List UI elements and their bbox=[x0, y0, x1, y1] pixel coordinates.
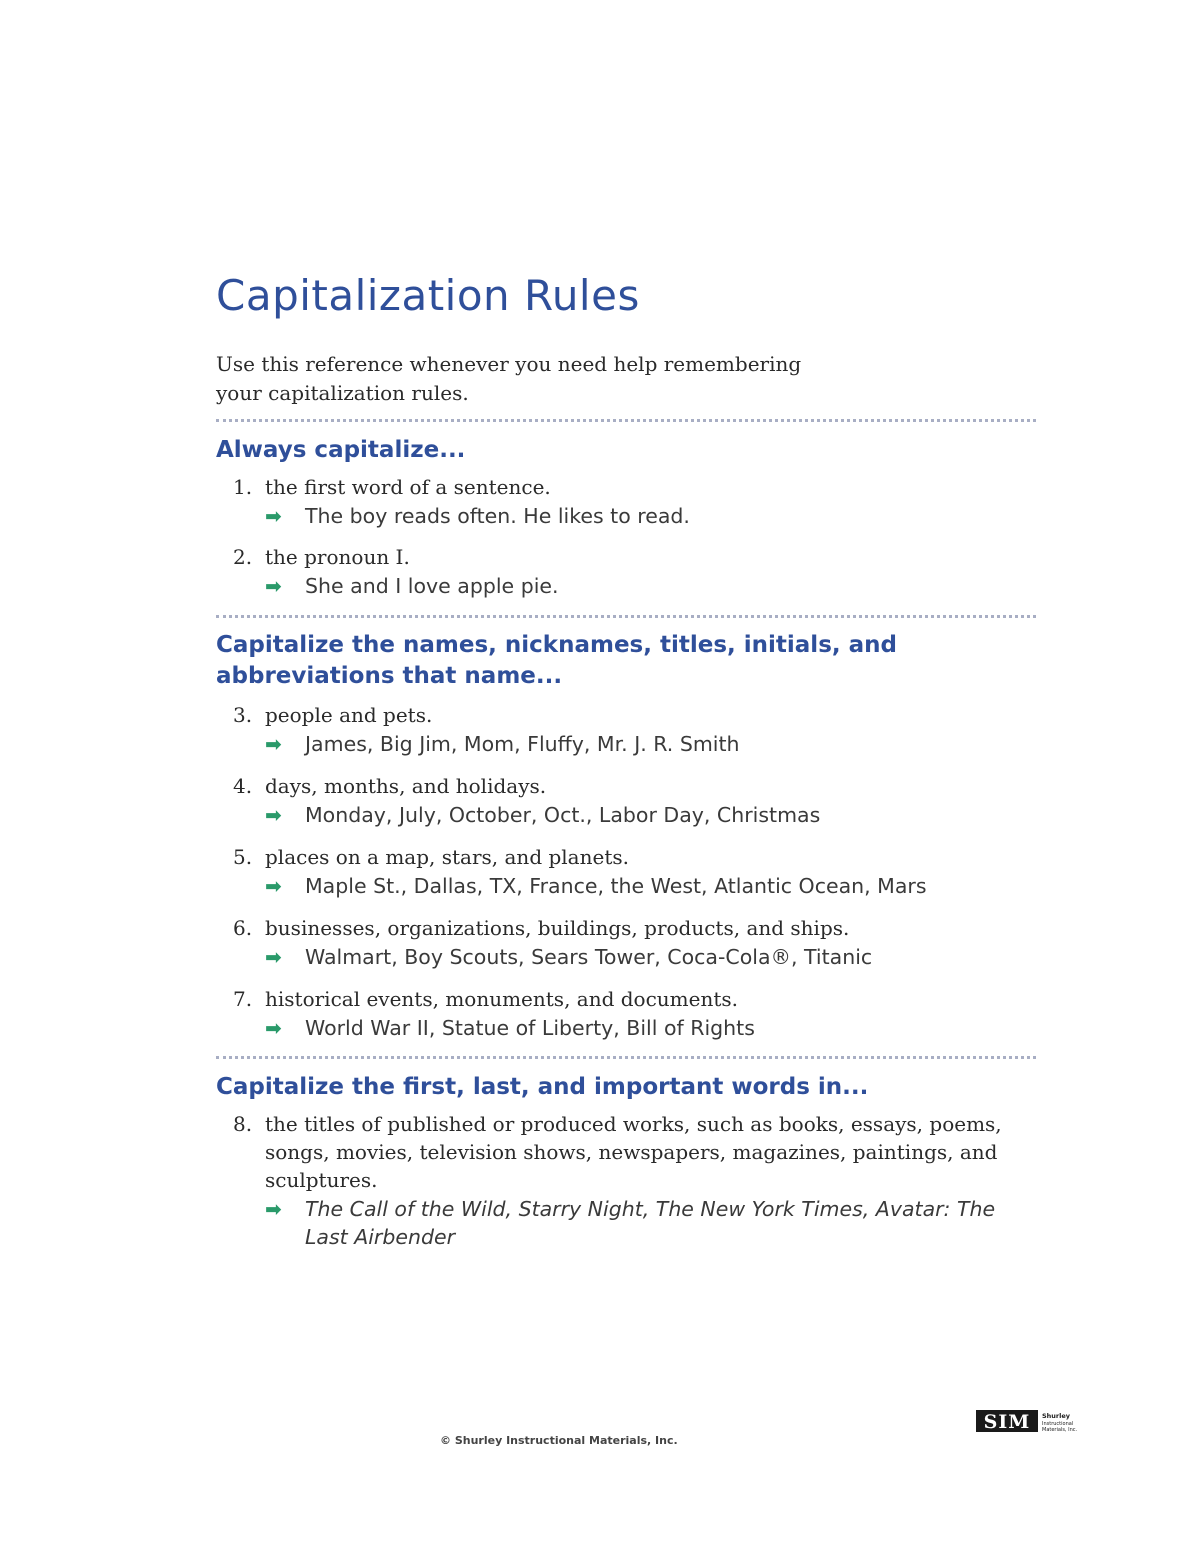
rule-number: 6. bbox=[233, 916, 253, 940]
arrow-icon: ➡ bbox=[265, 732, 282, 756]
rule-item-4 bbox=[233, 772, 1033, 829]
section-heading-names: Capitalize the names, nicknames, titles, initials, and abbreviations that name... bbox=[216, 632, 897, 689]
section-divider bbox=[216, 1056, 1036, 1059]
rule-item-5 bbox=[233, 843, 1033, 900]
rule-number: 4. bbox=[233, 774, 253, 798]
rule-example: The boy reads often. He likes to read. bbox=[305, 504, 690, 528]
rule-text: people and pets. bbox=[265, 703, 433, 727]
rule-number: 7. bbox=[233, 987, 253, 1011]
rule-number: 5. bbox=[233, 845, 253, 869]
logo-line-3: Materials, Inc. bbox=[1042, 1427, 1078, 1433]
rule-item-2 bbox=[233, 543, 1033, 600]
arrow-icon: ➡ bbox=[265, 803, 282, 827]
rule-number: 8. bbox=[233, 1112, 253, 1136]
rule-item-1 bbox=[233, 473, 1033, 530]
arrow-icon: ➡ bbox=[265, 1197, 282, 1221]
section-heading-titles: Capitalize the first, last, and important words in... bbox=[216, 1074, 869, 1100]
publisher-logo bbox=[976, 1404, 1088, 1436]
rule-text: days, months, and holidays. bbox=[265, 774, 547, 798]
rule-item-6 bbox=[233, 914, 1033, 971]
copyright-footer: © Shurley Instructional Materials, Inc. bbox=[440, 1434, 678, 1447]
rule-text: businesses, organizations, buildings, products, and ships. bbox=[265, 916, 850, 940]
rule-number: 1. bbox=[233, 475, 253, 499]
rule-example: She and I love apple pie. bbox=[305, 574, 559, 598]
section-divider bbox=[216, 615, 1036, 618]
rule-text: places on a map, stars, and planets. bbox=[265, 845, 629, 869]
rule-number: 2. bbox=[233, 545, 253, 569]
rule-example: Walmart, Boy Scouts, Sears Tower, Coca-Cola®, Titanic bbox=[305, 945, 873, 969]
rule-item-3 bbox=[233, 701, 1033, 758]
rule-example: James, Big Jim, Mom, Fluffy, Mr. J. R. Smith bbox=[305, 732, 740, 756]
arrow-icon: ➡ bbox=[265, 874, 282, 898]
page-title: Capitalization Rules bbox=[216, 271, 640, 320]
rule-example: The Call of the Wild, Starry Night, The New York Times, Avatar: The Last Airbender bbox=[305, 1197, 996, 1249]
logo-mark-text: SIM bbox=[983, 1411, 1031, 1433]
arrow-icon: ➡ bbox=[265, 1016, 282, 1040]
section-divider bbox=[216, 419, 1036, 422]
logo-line-1: Shurley bbox=[1042, 1412, 1071, 1420]
rule-text: the first word of a sentence. bbox=[265, 475, 551, 499]
intro-text: Use this reference whenever you need help remembering your capitalization rules. bbox=[216, 352, 802, 405]
rule-text: the titles of published or produced works, such as books, essays, poems, songs, movies, television shows, newspapers, magazines, paintings, and sculptures. bbox=[265, 1112, 1002, 1192]
rule-example: Monday, July, October, Oct., Labor Day, Christmas bbox=[305, 803, 821, 827]
rule-example: World War II, Statue of Liberty, Bill of Rights bbox=[305, 1016, 755, 1040]
rule-text: the pronoun I. bbox=[265, 545, 410, 569]
section-heading-always-capitalize: Always capitalize... bbox=[216, 437, 466, 463]
rule-example: Maple St., Dallas, TX, France, the West, Atlantic Ocean, Mars bbox=[305, 874, 927, 898]
logo-line-2: Instructional bbox=[1042, 1421, 1074, 1427]
arrow-icon: ➡ bbox=[265, 574, 282, 598]
rule-item-7 bbox=[233, 985, 1033, 1042]
rule-item-8 bbox=[233, 1110, 1033, 1251]
arrow-icon: ➡ bbox=[265, 945, 282, 969]
arrow-icon: ➡ bbox=[265, 504, 282, 528]
rule-text: historical events, monuments, and documents. bbox=[265, 987, 739, 1011]
rule-number: 3. bbox=[233, 703, 253, 727]
